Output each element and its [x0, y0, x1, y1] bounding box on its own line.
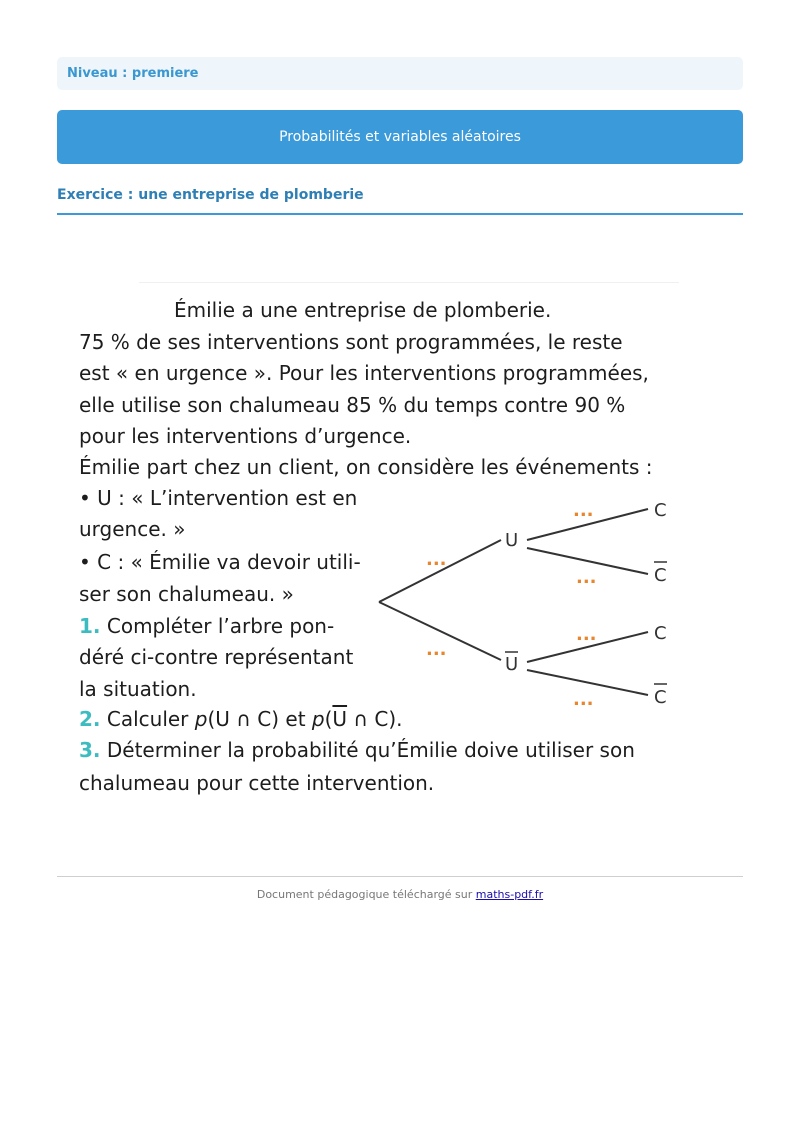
question-number: 1. [79, 614, 101, 638]
u-bar-symbol: $\overline{U}$ [332, 707, 348, 731]
node-u: U [505, 530, 519, 551]
blank-probability: ... [573, 500, 594, 521]
question-2 [79, 707, 403, 731]
event-u-line: • U : « L’intervention est en [79, 486, 358, 510]
statement-line: Émilie a une entreprise de plomberie. [174, 298, 552, 322]
statement-line: 75 % de ses interventions sont programmées, le reste [79, 330, 623, 354]
statement-line: elle utilise son chalumeau 85 % du temps contre 90 % [79, 393, 626, 417]
question-1-cont: déré ci-contre représentant [79, 645, 354, 669]
footer-text: Document pédagogique téléchargé sur [256, 888, 476, 901]
exercise-statement [79, 282, 679, 802]
question-text: Compléter l’arbre pon- [106, 614, 335, 638]
exercise-title: Exercice : une entreprise de plomberie [57, 187, 743, 215]
footer-divider [57, 876, 743, 877]
blank-probability: ... [576, 624, 597, 645]
question-3 [79, 738, 635, 762]
event-c-line: • C : « Émilie va devoir utili- [79, 550, 361, 574]
question-number: 3. [79, 738, 101, 762]
question-text: (U ∩ C) et [207, 707, 312, 731]
event-u-line: urgence. » [79, 517, 186, 541]
probability-tree [374, 492, 684, 712]
question-text: Déterminer la probabilité qu’Émilie doive utiliser son [106, 738, 635, 762]
chapter-banner: Probabilités et variables aléatoires [57, 110, 743, 164]
question-1-cont: la situation. [79, 677, 197, 701]
leaf-c: C [654, 500, 667, 521]
statement-line: Émilie part chez un client, on considère les événements : [79, 455, 653, 479]
question-text: ( [324, 707, 333, 731]
event-c-line: ser son chalumeau. » [79, 582, 294, 606]
question-3-cont: chalumeau pour cette intervention. [79, 771, 435, 795]
leaf-c-bar: C [654, 565, 667, 586]
prob-symbol: p [311, 707, 325, 731]
blank-probability: ... [576, 567, 597, 588]
blank-probability: ... [426, 639, 447, 660]
level-label: Niveau : premiere [57, 57, 743, 90]
blank-probability: ... [426, 549, 447, 570]
leaf-c: C [654, 623, 667, 644]
question-1 [79, 614, 334, 638]
node-u-bar: U [505, 654, 519, 675]
footer [0, 888, 800, 901]
scan-edge [139, 282, 679, 283]
footer-link[interactable]: maths-pdf.fr [475, 888, 544, 901]
statement-line: pour les interventions d’urgence. [79, 424, 412, 448]
question-number: 2. [79, 707, 101, 731]
question-text: Calculer [106, 707, 195, 731]
question-text: ∩ C). [347, 707, 403, 731]
blank-probability: ... [573, 689, 594, 710]
prob-symbol: p [194, 707, 208, 731]
statement-line: est « en urgence ». Pour les interventions programmées, [79, 361, 649, 385]
leaf-c-bar: C [654, 687, 667, 708]
